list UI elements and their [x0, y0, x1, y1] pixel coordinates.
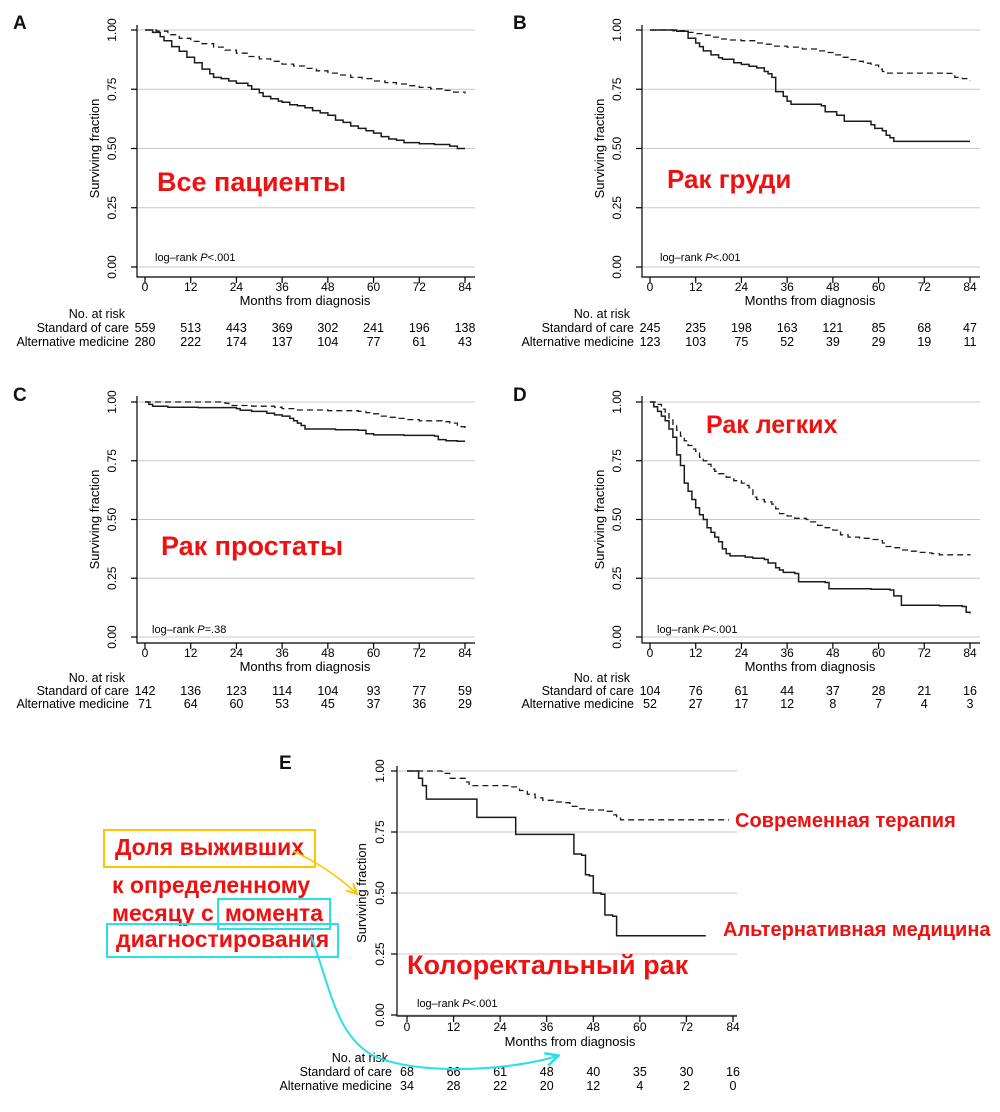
- x-tick-label: 12: [689, 646, 703, 660]
- x-tick-label: 60: [871, 646, 886, 660]
- x-tick-label: 48: [321, 646, 335, 660]
- risk-count: 245: [639, 321, 661, 335]
- risk-count: 37: [366, 697, 381, 711]
- legend-alternative-medicine-label: Альтернативная медицина: [723, 919, 991, 941]
- risk-count: 138: [454, 321, 476, 335]
- risk-count: 16: [726, 1065, 740, 1079]
- logrank-p-value: log–rank P<.001: [660, 252, 741, 264]
- callout-line1-boxed: Доля выживших: [103, 829, 316, 868]
- alternative-medicine-curve: [407, 771, 706, 936]
- risk-count: 20: [539, 1079, 554, 1093]
- risk-count: 8: [829, 697, 837, 711]
- risk-count: 37: [825, 684, 840, 698]
- risk-count: 104: [317, 684, 339, 698]
- x-tick-label: 48: [826, 646, 840, 660]
- y-tick-label: 1.00: [105, 18, 119, 42]
- risk-count: 142: [134, 684, 156, 698]
- risk-count: 163: [776, 321, 798, 335]
- panel-d-title-lung-cancer: Рак легких: [706, 411, 838, 439]
- risk-count: 7: [875, 697, 883, 711]
- x-tick-label: 48: [826, 280, 840, 294]
- risk-count: 4: [636, 1079, 644, 1093]
- risk-count: 36: [412, 697, 427, 711]
- risk-count: 196: [408, 321, 430, 335]
- risk-count: 3: [966, 697, 974, 711]
- x-tick-label: 84: [726, 1020, 740, 1034]
- risk-count: 114: [272, 684, 293, 698]
- standard-of-care-curve: [145, 402, 465, 428]
- x-axis-title: Months from diagnosis: [744, 293, 876, 308]
- risk-count: 17: [734, 697, 749, 711]
- y-axis-title: Surviving fraction: [592, 98, 607, 199]
- risk-count: 68: [400, 1065, 414, 1079]
- y-tick-label: 1.00: [610, 390, 624, 414]
- logrank-p-value: log–rank P=.38: [152, 624, 227, 636]
- panel-b-letter: B: [513, 13, 527, 34]
- x-axis-title: Months from diagnosis: [744, 659, 876, 674]
- risk-table-header: No. at risk: [573, 671, 630, 685]
- risk-count: 11: [963, 335, 977, 349]
- risk-table: [279, 1051, 740, 1093]
- risk-count: 35: [632, 1065, 647, 1079]
- panel-c-title-prostate-cancer: Рак простаты: [161, 531, 344, 561]
- risk-count: 121: [822, 321, 844, 335]
- risk-count: 12: [780, 697, 795, 711]
- risk-count: 22: [493, 1079, 508, 1093]
- x-tick-label: 36: [275, 646, 289, 660]
- risk-count: 61: [412, 335, 427, 349]
- x-tick-label: 60: [366, 280, 381, 294]
- risk-count: 513: [180, 321, 202, 335]
- risk-row-label: Standard of care: [36, 684, 129, 698]
- risk-count: 75: [734, 335, 749, 349]
- risk-table: [521, 307, 977, 349]
- y-tick-label: 0.00: [373, 1003, 387, 1027]
- risk-count: 34: [400, 1079, 414, 1093]
- x-tick-label: 36: [540, 1020, 554, 1034]
- x-tick-label: 72: [917, 646, 931, 660]
- y-tick-label: 0.25: [105, 566, 119, 590]
- y-tick-label: 1.00: [373, 759, 387, 783]
- y-tick-label: 0.50: [373, 881, 387, 905]
- x-tick-label: 0: [141, 646, 149, 660]
- y-tick-label: 0.25: [610, 196, 624, 220]
- x-tick-label: 84: [458, 646, 472, 660]
- x-tick-label: 36: [780, 646, 794, 660]
- x-tick-label: 36: [780, 280, 794, 294]
- x-tick-label: 72: [412, 646, 426, 660]
- risk-count: 43: [458, 335, 472, 349]
- risk-count: 52: [643, 697, 657, 711]
- risk-table-header: No. at risk: [68, 671, 125, 685]
- y-tick-label: 0.75: [373, 820, 387, 844]
- risk-count: 123: [225, 684, 247, 698]
- risk-count: 235: [685, 321, 707, 335]
- x-tick-label: 0: [646, 280, 654, 294]
- y-axis-title: Surviving fraction: [354, 843, 369, 943]
- risk-count: 280: [134, 335, 156, 349]
- y-tick-label: 0.00: [610, 625, 624, 649]
- x-tick-label: 60: [871, 280, 886, 294]
- x-tick-label: 36: [275, 280, 289, 294]
- x-tick-label: 72: [412, 280, 426, 294]
- risk-count: 103: [685, 335, 707, 349]
- x-tick-label: 12: [446, 1020, 461, 1034]
- x-tick-label: 24: [734, 646, 749, 660]
- risk-count: 241: [363, 321, 384, 335]
- x-tick-label: 72: [679, 1020, 694, 1034]
- y-tick-label: 0.50: [105, 136, 119, 161]
- risk-count: 93: [366, 684, 381, 698]
- legend-standard-care-label: Современная терапия: [735, 810, 956, 832]
- y-tick-label: 0.00: [105, 255, 119, 279]
- y-tick-label: 1.00: [610, 18, 624, 42]
- risk-count: 77: [366, 335, 381, 349]
- risk-count: 28: [871, 684, 886, 698]
- risk-count: 19: [917, 335, 932, 349]
- x-tick-label: 24: [229, 646, 244, 660]
- x-tick-label: 24: [229, 280, 244, 294]
- y-tick-label: 0.50: [610, 507, 624, 532]
- standard-of-care-curve: [650, 30, 970, 80]
- x-tick-label: 0: [646, 646, 654, 660]
- risk-count: 198: [730, 321, 752, 335]
- risk-count: 27: [688, 697, 703, 711]
- risk-count: 68: [917, 321, 932, 335]
- alternative-medicine-curve: [650, 30, 970, 141]
- risk-count: 123: [639, 335, 661, 349]
- x-tick-label: 48: [321, 280, 335, 294]
- panel-d-letter: D: [513, 385, 527, 406]
- y-tick-label: 0.25: [610, 566, 624, 590]
- risk-count: 222: [180, 335, 202, 349]
- risk-row-label: Alternative medicine: [16, 335, 129, 349]
- risk-table-header: No. at risk: [573, 307, 630, 321]
- risk-count: 61: [734, 684, 749, 698]
- x-axis-title: Months from diagnosis: [239, 659, 371, 674]
- risk-count: 104: [317, 335, 339, 349]
- y-tick-label: 0.25: [105, 196, 119, 220]
- x-tick-label: 48: [586, 1020, 600, 1034]
- standard-of-care-curve: [145, 30, 465, 94]
- panel-a-letter: A: [13, 13, 27, 34]
- risk-count: 137: [271, 335, 293, 349]
- x-tick-label: 72: [917, 280, 931, 294]
- callout-line3-prefix: месяцу с: [112, 900, 214, 926]
- x-tick-label: 12: [689, 280, 703, 294]
- panel-e-letter: E: [279, 753, 292, 774]
- risk-count: 76: [688, 684, 703, 698]
- risk-table-header: No. at risk: [68, 307, 125, 321]
- risk-row-label: Alternative medicine: [279, 1079, 392, 1093]
- risk-row-label: Standard of care: [541, 321, 634, 335]
- y-tick-label: 0.75: [610, 77, 624, 101]
- risk-count: 29: [458, 697, 472, 711]
- risk-count: 4: [920, 697, 928, 711]
- risk-count: 0: [729, 1079, 737, 1093]
- logrank-p-value: log–rank P<.001: [417, 998, 498, 1010]
- x-tick-label: 60: [633, 1020, 647, 1034]
- risk-count: 174: [225, 335, 247, 349]
- risk-count: 2: [682, 1079, 690, 1093]
- x-tick-label: 84: [963, 646, 977, 660]
- risk-count: 21: [917, 684, 932, 698]
- risk-table: [521, 671, 977, 711]
- axis-lines: [137, 25, 475, 277]
- x-tick-label: 0: [141, 280, 149, 294]
- x-tick-label: 84: [458, 280, 472, 294]
- y-tick-label: 1.00: [105, 390, 119, 414]
- risk-row-label: Standard of care: [299, 1065, 392, 1079]
- risk-count: 59: [458, 684, 472, 698]
- panel-b-title-breast-cancer: Рак груди: [667, 164, 792, 194]
- logrank-p-value: log–rank P<.001: [155, 252, 236, 264]
- risk-count: 28: [446, 1079, 461, 1093]
- risk-count: 61: [493, 1065, 508, 1079]
- risk-count: 85: [871, 321, 886, 335]
- risk-count: 64: [183, 697, 198, 711]
- panel-a-title-all-patients: Все пациенты: [157, 167, 347, 197]
- panel-e: [279, 759, 740, 1093]
- x-tick-label: 12: [184, 280, 198, 294]
- y-tick-label: 0.75: [105, 449, 119, 473]
- risk-count: 559: [134, 321, 156, 335]
- risk-count: 77: [412, 684, 427, 698]
- risk-row-label: Alternative medicine: [521, 697, 634, 711]
- risk-count: 39: [825, 335, 840, 349]
- x-tick-label: 24: [734, 280, 749, 294]
- risk-count: 66: [446, 1065, 461, 1079]
- x-axis-title: Months from diagnosis: [239, 293, 371, 308]
- risk-count: 44: [780, 684, 795, 698]
- risk-count: 47: [963, 321, 977, 335]
- risk-count: 443: [225, 321, 247, 335]
- callout-line2: к определенному: [112, 872, 311, 898]
- risk-count: 12: [586, 1079, 601, 1093]
- x-tick-label: 0: [403, 1020, 411, 1034]
- risk-count: 60: [229, 697, 244, 711]
- risk-row-label: Standard of care: [541, 684, 634, 698]
- y-axis-title: Surviving fraction: [87, 98, 102, 199]
- y-tick-label: 0.50: [105, 507, 119, 532]
- risk-count: 40: [586, 1065, 601, 1079]
- x-tick-label: 24: [493, 1020, 507, 1034]
- risk-table: [16, 307, 475, 349]
- x-tick-label: 60: [366, 646, 381, 660]
- logrank-p-value: log–rank P<.001: [657, 624, 738, 636]
- risk-count: 136: [180, 684, 202, 698]
- risk-count: 45: [320, 697, 335, 711]
- x-tick-label: 84: [963, 280, 977, 294]
- panel-c-letter: C: [13, 385, 27, 406]
- axis-lines: [642, 25, 980, 277]
- risk-count: 30: [679, 1065, 694, 1079]
- x-axis-title: Months from diagnosis: [504, 1034, 636, 1049]
- callout-line3-boxed-word: момента: [217, 898, 331, 930]
- risk-count: 104: [639, 684, 661, 698]
- alternative-medicine-curve: [145, 402, 465, 441]
- y-tick-label: 0.75: [105, 77, 119, 101]
- risk-count: 369: [271, 321, 293, 335]
- y-tick-label: 0.00: [610, 255, 624, 279]
- risk-count: 53: [275, 697, 290, 711]
- standard-of-care-curve: [407, 771, 729, 820]
- risk-row-label: Alternative medicine: [521, 335, 634, 349]
- risk-count: 16: [963, 684, 977, 698]
- risk-row-label: Standard of care: [36, 321, 129, 335]
- y-tick-label: 0.75: [610, 449, 624, 473]
- y-tick-label: 0.25: [373, 942, 387, 966]
- y-axis-title: Surviving fraction: [87, 469, 102, 570]
- risk-count: 29: [871, 335, 886, 349]
- risk-row-label: Alternative medicine: [16, 697, 129, 711]
- risk-count: 302: [317, 321, 339, 335]
- x-tick-label: 12: [184, 646, 198, 660]
- y-axis-title: Surviving fraction: [592, 469, 607, 570]
- risk-count: 48: [539, 1065, 554, 1079]
- y-tick-label: 0.50: [610, 136, 624, 161]
- risk-table-header: No. at risk: [331, 1051, 388, 1065]
- callout-line4-boxed: диагностирования: [106, 923, 339, 958]
- risk-count: 52: [780, 335, 795, 349]
- risk-count: 71: [138, 697, 152, 711]
- panel-e-title-colorectal-cancer: Колоректальный рак: [407, 950, 689, 980]
- risk-table: [16, 671, 472, 711]
- y-tick-label: 0.00: [105, 625, 119, 649]
